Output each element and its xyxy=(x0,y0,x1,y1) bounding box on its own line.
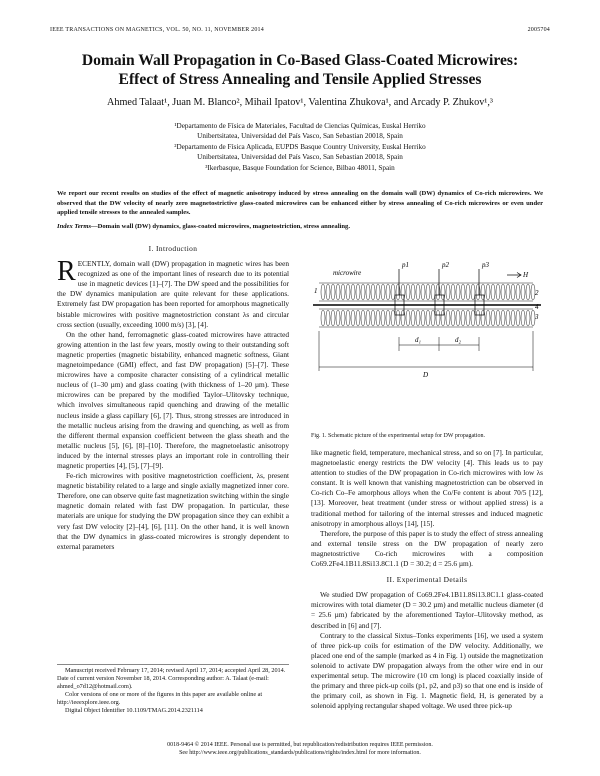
coil-winding xyxy=(521,284,525,300)
intro-paragraph-2: On the other hand, ferromagnetic glass-coated microwires have attracted growing attention in the last few years, mostly owing to their outstanding soft magnetic properties (magnetic bistability, enhanced magnetic softness, Giant magnetoimpedance (GMI) effect, and fast DW propagation) [5]–[7]. These microwires have a composite character consisting of a cylindrical metallic nucleus of (1–30 µm) and glass coating (with thickness of 1–20 µm). These microwires can be prepared by the modified Taylor–Ulitovsky technique, which involves simultaneous rapid quenching and drawing of the metallic nucleus inside a glass capillary [6], [7]. Thus, strong stresses are introduced in the metallic nucleus arising from the drawing and quenching, as well as from the different thermal expansion coefficient between the glass sheath and the metallic nucleus [5], [6], [8]–[10]. Therefore, the magnetoelastic anisotropy induced by the internal stresses plays an important role in controlling their magnetic properties [4], [5], [7]–[9]. xyxy=(57,329,289,470)
label-H: H xyxy=(523,271,529,279)
coil-winding xyxy=(471,284,475,300)
right-column xyxy=(311,448,543,711)
right-paragraph-1: like magnetic field, temperature, mechanical stress, and so on [7]. In particular, magnetoelastic energy restricts the DW velocity [4]. This leads us to pay attention to studies of the DW propagation in Co-rich microwires with low λs constant. It is well known that vanishing magnetostriction can be observed in Co-rich Co–Fe amorphous alloys when the Co/Fe content is about 70/5 [12], [13]. Moreover, heat treatment (under stress or without applied stress) is a traditional method for tailoring of the internal stresses and induced magnetic anisotropy in amorphous alloys [14], [15]. xyxy=(311,448,543,528)
coil-winding xyxy=(391,310,395,326)
dimension-lines xyxy=(319,331,533,371)
index-terms xyxy=(57,223,543,230)
coil-winding xyxy=(376,284,380,300)
coil-winding xyxy=(401,310,405,326)
coil-winding xyxy=(476,310,480,326)
pickup-coil-p2 xyxy=(435,269,444,315)
page-footer xyxy=(30,741,570,757)
coil-winding xyxy=(356,310,360,326)
coil-winding xyxy=(466,284,470,300)
footnote xyxy=(57,664,289,716)
coil-winding xyxy=(326,284,330,300)
experimental-paragraph-2: Contrary to the classical Sixtus–Tonks experiments [16], we used a system of three pick-up coils for estimation of the DW velocity. Additionally, we placed one end of the sample (marked as 4 in Fig. 1) outside the magnetization solenoid to activate DW propagation always from the other wire end in our experimental setup. The microwire (10 cm long) is placed coaxially inside of the primary and three pick-up coils (p1, p2, and p3) so that one end is inside of the primary coil, as shown in Fig. 1. Magnetic field, H, is generated by a solenoid applying rectangular shaped voltage. We used three pick-up xyxy=(311,630,543,711)
coil-winding xyxy=(496,310,500,326)
coil-winding xyxy=(341,310,345,326)
coil-winding xyxy=(331,284,335,300)
coil-winding xyxy=(371,310,375,326)
affiliations xyxy=(60,121,540,173)
coil-winding xyxy=(436,284,440,300)
coil-windings-bottom xyxy=(321,310,535,326)
figure-1-caption: Fig. 1. Schematic picture of the experimental setup for DW propagation. xyxy=(311,433,486,439)
coil-winding xyxy=(426,284,430,300)
coil-winding xyxy=(511,310,515,326)
coil-winding xyxy=(356,284,360,300)
running-header xyxy=(50,27,550,33)
label-1: 1 xyxy=(314,287,318,295)
coil-winding xyxy=(321,310,325,326)
coil-winding xyxy=(326,310,330,326)
label-2: 2 xyxy=(535,289,539,297)
coil-winding xyxy=(371,284,375,300)
coil-winding xyxy=(366,310,370,326)
footer-rights-link: See http://www.ieee.org/publications_standards/publications/rights/index.html for more information. xyxy=(179,750,421,756)
coil-winding xyxy=(436,310,440,326)
coil-winding xyxy=(481,284,485,300)
coil-winding xyxy=(351,284,355,300)
coil-winding xyxy=(331,310,335,326)
coil-winding xyxy=(446,284,450,300)
affiliation-line: Unibertsitatea, Universidad del País Vasco, San Sebastian 20018, Spain xyxy=(197,153,403,162)
coil-winding xyxy=(381,284,385,300)
coil-winding xyxy=(446,310,450,326)
section-heading-experimental: II. Experimental Details xyxy=(386,575,468,585)
journal-name: IEEE TRANSACTIONS ON MAGNETICS, VOL. 50, NO. 11, NOVEMBER 2014 xyxy=(50,27,264,33)
coil-winding xyxy=(526,310,530,326)
coil-winding xyxy=(341,284,345,300)
label-d2: d₂ xyxy=(455,336,461,344)
coil-winding xyxy=(491,310,495,326)
drop-cap: R xyxy=(57,256,76,288)
affiliation-line: ³Ikerbasque, Basque Foundation for Science, Bilbao 48011, Spain xyxy=(205,163,395,172)
right-paragraph-2: Therefore, the purpose of this paper is to study the effect of stress annealing and external tensile stress on the DW propagation of nearly zero magnetostrictive Co-rich microwires with a composition Co69.2Fe4.1B11.8Si13.8C1.1 (D = 30.2; d = 25.6 µm). xyxy=(311,528,543,569)
coil-winding xyxy=(471,310,475,326)
article-number: 2005704 xyxy=(527,27,550,33)
affiliation-line: Unibertsitatea, Universidad del País Vasco, San Sebastian 20018, Spain xyxy=(197,132,403,141)
pickup-coil-p3 xyxy=(475,269,484,315)
section-heading-introduction: I. Introduction xyxy=(148,244,198,253)
footnote-received: Manuscript received February 17, 2014; revised April 17, 2014; accepted April 28, 2014. Date of current version November 18, 2014. Corresponding author: A. Talaat (e-mail: ahmed_o7d12@hotmail.com). xyxy=(57,667,286,691)
footer-copyright: 0018-9464 © 2014 IEEE. Personal use is permitted, but republication/redistribution requires IEEE permission. xyxy=(167,742,433,748)
coil-winding xyxy=(361,310,365,326)
coil-winding xyxy=(376,310,380,326)
abstract: We report our recent results on studies of the effect of magnetic anisotropy induced by stress annealing on the domain wall (DW) dynamics of Co-rich microwires. We observed that the DW velocity of nearly zero magnetostrictive glass-coated microwires can be enhanced either by stress annealing of Co-rich microwires or even under applied tensile stresses to the annealed samples. xyxy=(57,190,543,217)
coil-winding xyxy=(411,310,415,326)
author-list: Ahmed Talaat¹, Juan M. Blanco², Mihail Ipatov¹, Valentina Zhukova¹, and Arcady P. Zhukov¹,³ xyxy=(107,97,493,108)
coil-winding xyxy=(441,310,445,326)
coil-winding xyxy=(506,284,510,300)
coil-winding xyxy=(381,310,385,326)
left-column xyxy=(57,244,289,552)
coil-winding xyxy=(421,310,425,326)
title-line-2: Effect of Stress Annealing and Tensile Applied Stresses xyxy=(118,71,482,88)
coil-winding xyxy=(416,284,420,300)
coil-winding xyxy=(396,310,400,326)
footnote-rule xyxy=(57,664,289,665)
coil-winding xyxy=(411,284,415,300)
coil-winding xyxy=(461,310,465,326)
coil-winding xyxy=(426,310,430,326)
coil-winding xyxy=(401,284,405,300)
title-line-1: Domain Wall Propagation in Co-Based Glass-Coated Microwires: xyxy=(81,52,519,69)
coil-winding xyxy=(506,310,510,326)
label-4: 4 xyxy=(535,303,539,311)
coil-winding xyxy=(501,310,505,326)
coil-winding xyxy=(526,284,530,300)
coil-winding xyxy=(386,284,390,300)
affiliation-line: ¹Departamento de Física de Materiales, Facultad de Ciencias Químicas, Euskal Herriko xyxy=(174,122,426,130)
coil-winding xyxy=(321,284,325,300)
coil-winding xyxy=(501,284,505,300)
intro-paragraph-3: Fe-rich microwires with positive magnetostriction coefficient, λs, present magnetic bistability related to a large and single axially magnetized inner core. Therefore, one can observe quite fast magnetization switching within the single magnetic domain related with fast DW propagation. In particular, these materials are unique for studying the DW propagation since they can exhibit a very fast DW velocity [2]–[4], [6], [11]. On the other hand, it is well known that the DW dynamics in glass-coated microwires is strongly dependent to external parameters xyxy=(57,471,290,551)
intro-paragraph-1: RECENTLY, domain wall (DW) propagation in magnetic wires has been recognized as one of the important lines of research due to its potential use in magnetic devices [1]–[7]. The DW speed and the possibilities for the DW dynamics manipulation are quite relevant for these applications. Extremely fast DW propagation has been reported for amorphous magnetically bistable microwires with positive magnetostriction constant λs and circular cross section (usually, exceeding 1000 m/s) [3], [4]. xyxy=(57,256,289,329)
label-3: 3 xyxy=(535,313,539,321)
coil-winding xyxy=(431,310,435,326)
figure-1-schematic xyxy=(311,247,543,427)
footnote-color: Color versions of one or more of the figures in this paper are available online at http://ieeexplore.ieee.org. xyxy=(57,691,263,707)
label-microwire: microwire xyxy=(333,269,362,277)
coil-winding xyxy=(486,284,490,300)
coil-winding xyxy=(391,284,395,300)
label-p1: p1 xyxy=(402,261,409,269)
label-D: D xyxy=(423,371,429,379)
coil-winding xyxy=(521,310,525,326)
coil-windings-top xyxy=(321,284,535,300)
coil-winding xyxy=(336,310,340,326)
coil-winding xyxy=(481,310,485,326)
paper-title xyxy=(40,51,560,89)
coil-winding xyxy=(406,310,410,326)
coil-winding xyxy=(516,310,520,326)
experimental-paragraph-1: We studied DW propagation of Co69.2Fe4.1B11.8Si13.8C1.1 glass-coated microwires with total diameter (D = 30.2 µm) and metallic nucleus diameter (d = 25.6 µm) fabricated by the aforementioned Taylor–Ulitovsky method, as described in [6] and [7]. xyxy=(311,590,543,630)
coil-winding xyxy=(396,284,400,300)
coil-winding xyxy=(441,284,445,300)
label-p2: p2 xyxy=(442,261,449,269)
index-terms-label: Index Terms xyxy=(57,223,92,230)
coil-winding xyxy=(491,284,495,300)
coil-winding xyxy=(511,284,515,300)
label-p3: p3 xyxy=(482,261,489,269)
coil-winding xyxy=(366,284,370,300)
coil-winding xyxy=(351,310,355,326)
pickup-coil-p1 xyxy=(395,269,404,315)
coil-winding xyxy=(516,284,520,300)
coil-winding xyxy=(421,284,425,300)
coil-winding xyxy=(476,284,480,300)
footnote-doi: Digital Object Identifier 10.1109/TMAG.2014.2321114 xyxy=(65,707,203,715)
coil-winding xyxy=(336,284,340,300)
coil-winding xyxy=(386,310,390,326)
index-terms-text: —Domain wall (DW) dynamics, glass-coated microwires, magnetostriction, stress annealing. xyxy=(91,223,350,230)
coil-winding xyxy=(466,310,470,326)
coil-winding xyxy=(361,284,365,300)
coil-winding xyxy=(406,284,410,300)
coil-winding xyxy=(451,284,455,300)
coil-winding xyxy=(346,310,350,326)
coil-winding xyxy=(431,284,435,300)
coil-winding xyxy=(451,310,455,326)
coil-winding xyxy=(416,310,420,326)
coil-winding xyxy=(346,284,350,300)
coil-winding xyxy=(486,310,490,326)
coil-winding xyxy=(496,284,500,300)
coil-winding xyxy=(461,284,465,300)
coil-winding xyxy=(456,284,460,300)
affiliation-line: ²Departamento de Física Aplicada, EUPDS Basque Country University, Euskal Herriko xyxy=(174,142,426,151)
label-d1: d₁ xyxy=(415,336,421,344)
coil-winding xyxy=(456,310,460,326)
